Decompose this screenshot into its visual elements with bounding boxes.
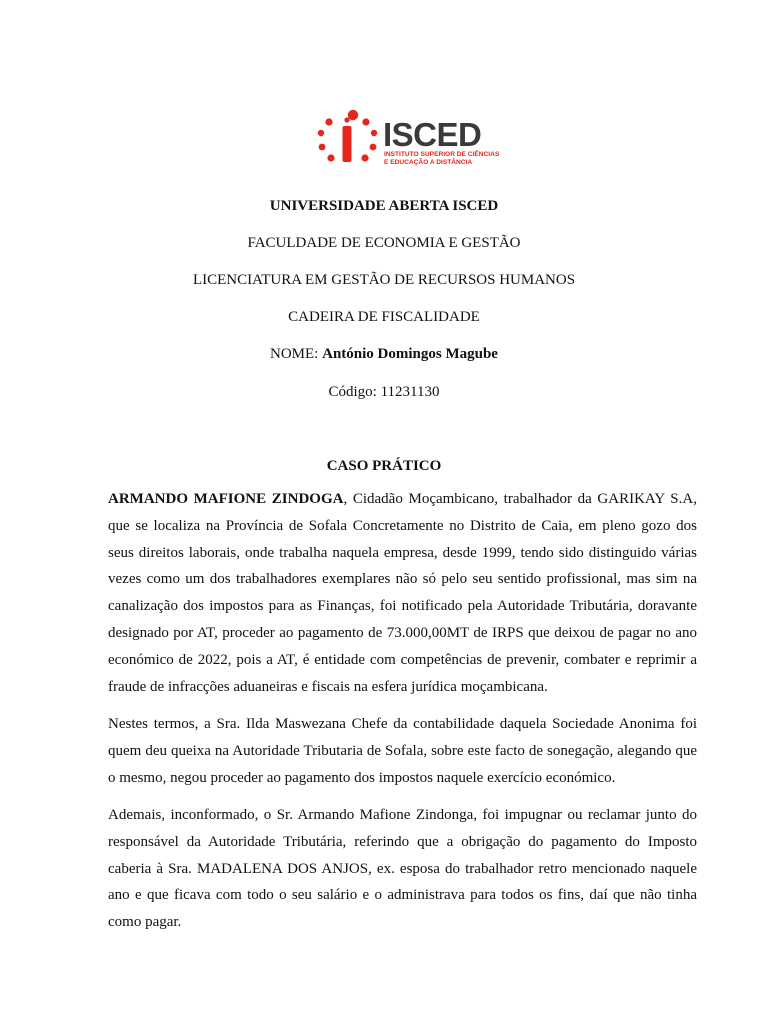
paragraph-1-body: , Cidadão Moçambicano, trabalhador da GARIKAY S.A, que se localiza na Província de Sofala Concretamente no Distrito de Caia, em pleno gozo dos seus direitos laborais, onde trabalha naquela empresa, desde 1999, tendo sido distinguido várias vezes como um dos trabalhadores exemplares não só pelo seu sentido profissional, mas sim na canalização dos impostos para as Finanças, foi notificado pela Autoridade Tributária, doravante designado por AT, proceder ao pagamento de 73.000,00MT de IRPS que deixou de pagar no ano económico de 2022, pois a AT, é entidade com competências de prevenir, combater e reprimir a fraude de infracções aduaneiras e fiscais na esfera jurídica moçambicana.	[108, 491, 697, 695]
faculty-line: FACULDADE DE ECONOMIA E GESTÃO	[247, 235, 521, 251]
paragraph-1-lead: ARMANDO MAFIONE ZINDOGA	[108, 491, 344, 507]
university-title: UNIVERSIDADE ABERTA ISCED	[269, 198, 499, 214]
logo-tagline-line-1: INSTITUTO SUPERIOR DE CIÊNCIAS	[384, 151, 500, 158]
subject-line: CADEIRA DE FISCALIDADE	[288, 309, 480, 325]
logo-wordmark: ISCED	[383, 116, 482, 153]
name-label: NOME:	[270, 346, 323, 362]
section-title: CASO PRÁTICO	[326, 458, 442, 474]
paragraph-1	[108, 486, 697, 700]
logo-tagline-line-2: E EDUCAÇÃO A DISTÂNCIA	[384, 159, 473, 166]
paragraph-2: Nestes termos, a Sra. Ilda Maswezana Chefe da contabilidade daquela Sociedade Anonima foi quem deu queixa na Autoridade Tributaria de Sofala, sobre este facto de sonegação, alegando que o mesmo, negou proceder ao pagamento dos impostos naquele exercício económico.	[108, 716, 697, 786]
student-name-line	[0, 345, 768, 363]
course-line: LICENCIATURA EM GESTÃO DE RECURSOS HUMANOS	[192, 272, 576, 288]
paragraph-3: Ademais, inconformado, o Sr. Armando Mafione Zindonga, foi impugnar ou reclamar junto do responsável da Autoridade Tributária, referindo que a obrigação do pagamento do Imposto caberia à Sra. MADALENA DOS ANJOS, ex. esposa do trabalhador retro mencionado naquele ano e que ficava com todo o seu salário e o administrava para todos os fins, daí que não tinha como pagar.	[108, 807, 697, 931]
isced-logo	[310, 108, 500, 170]
isced-dots-icon	[310, 108, 382, 170]
student-code: Código: 11231130	[328, 384, 440, 400]
student-name: António Domingos Magube	[322, 346, 498, 362]
logo-tagline	[384, 151, 499, 167]
